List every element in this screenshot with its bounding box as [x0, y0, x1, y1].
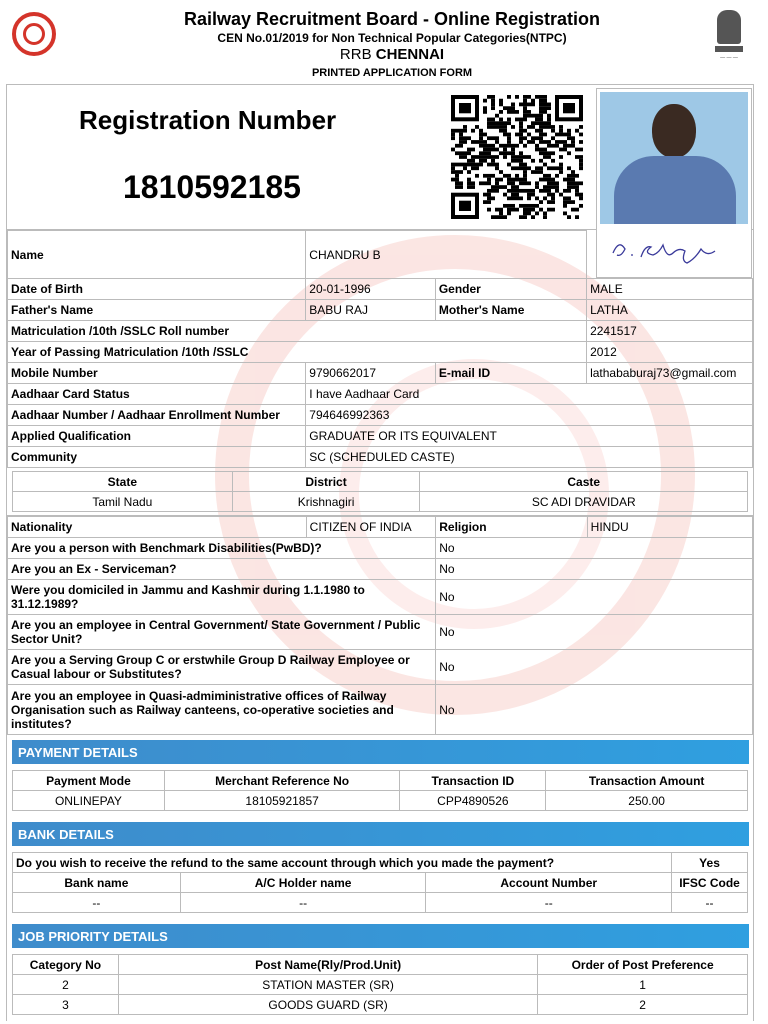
signature-image: [607, 231, 737, 267]
registration-number: 1810592185: [123, 169, 301, 205]
applicant-photo-box: [596, 88, 752, 278]
post-preference: 1: [538, 975, 748, 995]
name-value: CHANDRU B: [306, 231, 587, 279]
question-label: Are you a Serving Group C or erstwhile Group D Railway Employee or Casual labour or Substitutes?: [8, 650, 436, 685]
post-preference-header: Order of Post Preference: [538, 955, 748, 975]
applicant-photo: [600, 92, 748, 224]
community-value: SC (SCHEDULED CASTE): [306, 447, 753, 468]
bank-name-value: --: [13, 893, 181, 913]
email-value: lathababuraj73@gmail.com: [587, 363, 753, 384]
caste-value: SC ADI DRAVIDAR: [420, 492, 748, 512]
holder-name-header: A/C Holder name: [180, 873, 426, 893]
registration-block: [7, 84, 753, 230]
district-value: Krishnagiri: [232, 492, 420, 512]
page-header: [0, 0, 768, 84]
job-priority-section-header: JOB PRIORITY DETAILS: [12, 924, 749, 948]
eligibility-table: [7, 516, 753, 735]
aadhaar-number-label: Aadhaar Number / Aadhaar Enrollment Number: [8, 405, 306, 426]
refund-question: Do you wish to receive the refund to the same account through which you made the payment?: [13, 853, 672, 873]
ifsc-header: IFSC Code: [672, 873, 748, 893]
bank-block: [7, 850, 753, 919]
qr-code-icon: [451, 95, 583, 219]
bank-name-header: Bank name: [13, 873, 181, 893]
category-no: 2: [13, 975, 119, 995]
state-header: State: [13, 472, 233, 492]
payment-table: [12, 770, 748, 811]
question-answer: No: [436, 538, 753, 559]
application-form: [6, 84, 754, 1021]
question-label: Were you domiciled in Jammu and Kashmir during 1.1.1980 to 31.12.1989?: [8, 580, 436, 615]
question-label: Are you an employee in Central Government/ State Government / Public Sector Unit?: [8, 615, 436, 650]
table-row: [13, 995, 748, 1015]
account-number-value: --: [426, 893, 672, 913]
mobile-value: 9790662017: [306, 363, 436, 384]
national-emblem-icon: — — —: [712, 10, 746, 66]
payment-block: [7, 768, 753, 817]
job-priority-table: [12, 954, 748, 1015]
question-label: Are you a person with Benchmark Disabilities(PwBD)?: [8, 538, 436, 559]
payment-mode-header: Payment Mode: [13, 771, 165, 791]
post-name: STATION MASTER (SR): [118, 975, 537, 995]
gender-value: MALE: [587, 279, 753, 300]
account-number-header: Account Number: [426, 873, 672, 893]
payment-mode-value: ONLINEPAY: [13, 791, 165, 811]
post-name: GOODS GUARD (SR): [118, 995, 537, 1015]
question-answer: No: [436, 580, 753, 615]
year-value: 2012: [587, 342, 753, 363]
gender-label: Gender: [435, 279, 586, 300]
mother-value: LATHA: [587, 300, 753, 321]
dob-value: 20-01-1996: [306, 279, 436, 300]
merchant-ref-header: Merchant Reference No: [164, 771, 400, 791]
category-no: 3: [13, 995, 119, 1015]
cen-notice: CEN No.01/2019 for Non Technical Popular Categories(NTPC): [217, 31, 567, 45]
aadhaar-status-value: I have Aadhaar Card: [306, 384, 753, 405]
question-label: Are you an Ex - Serviceman?: [8, 559, 436, 580]
question-answer: No: [436, 559, 753, 580]
question-answer: No: [436, 685, 753, 735]
merchant-ref-value: 18105921857: [164, 791, 400, 811]
mother-label: Mother's Name: [435, 300, 586, 321]
holder-name-value: --: [180, 893, 426, 913]
page-title: Railway Recruitment Board - Online Registration: [183, 9, 601, 29]
dob-label: Date of Birth: [8, 279, 306, 300]
father-value: BABU RAJ: [306, 300, 436, 321]
post-name-header: Post Name(Rly/Prod.Unit): [118, 955, 537, 975]
aadhaar-number-value: 794646992363: [306, 405, 753, 426]
religion-value: HINDU: [587, 517, 752, 538]
registration-label: Registration Number: [79, 105, 337, 135]
transaction-amount-value: 250.00: [546, 791, 748, 811]
category-no-header: Category No: [13, 955, 119, 975]
transaction-id-value: CPP4890526: [400, 791, 546, 811]
payment-section-header: PAYMENT DETAILS: [12, 740, 749, 764]
transaction-amount-header: Transaction Amount: [546, 771, 748, 791]
rrb-zone: RRB CHENNAI: [339, 46, 445, 63]
mobile-label: Mobile Number: [8, 363, 306, 384]
table-row: [13, 975, 748, 995]
location-block: [7, 468, 753, 516]
form-type: PRINTED APPLICATION FORM: [311, 67, 473, 79]
nationality-value: CITIZEN OF INDIA: [306, 517, 436, 538]
community-label: Community: [8, 447, 306, 468]
caste-header: Caste: [420, 472, 748, 492]
nationality-label: Nationality: [8, 517, 307, 538]
bank-section-header: BANK DETAILS: [12, 822, 749, 846]
question-answer: No: [436, 650, 753, 685]
ifsc-value: --: [672, 893, 748, 913]
name-label: Name: [8, 231, 306, 279]
bank-table: [12, 852, 748, 913]
year-label: Year of Passing Matriculation /10th /SSLC: [8, 342, 587, 363]
qualification-label: Applied Qualification: [8, 426, 306, 447]
roll-value: 2241517: [587, 321, 753, 342]
post-preference: 2: [538, 995, 748, 1015]
email-label: E-mail ID: [435, 363, 586, 384]
state-value: Tamil Nadu: [13, 492, 233, 512]
roll-label: Matriculation /10th /SSLC Roll number: [8, 321, 587, 342]
father-label: Father's Name: [8, 300, 306, 321]
question-label: Are you an employee in Quasi-admiministrative offices of Railway Organisation such as Railway canteens, co-operative societies and institutes?: [8, 685, 436, 735]
refund-answer: Yes: [672, 853, 748, 873]
location-table: [12, 471, 748, 512]
district-header: District: [232, 472, 420, 492]
job-priority-block: [7, 952, 753, 1021]
question-answer: No: [436, 615, 753, 650]
transaction-id-header: Transaction ID: [400, 771, 546, 791]
qualification-value: GRADUATE OR ITS EQUIVALENT: [306, 426, 753, 447]
aadhaar-status-label: Aadhaar Card Status: [8, 384, 306, 405]
religion-label: Religion: [436, 517, 587, 538]
